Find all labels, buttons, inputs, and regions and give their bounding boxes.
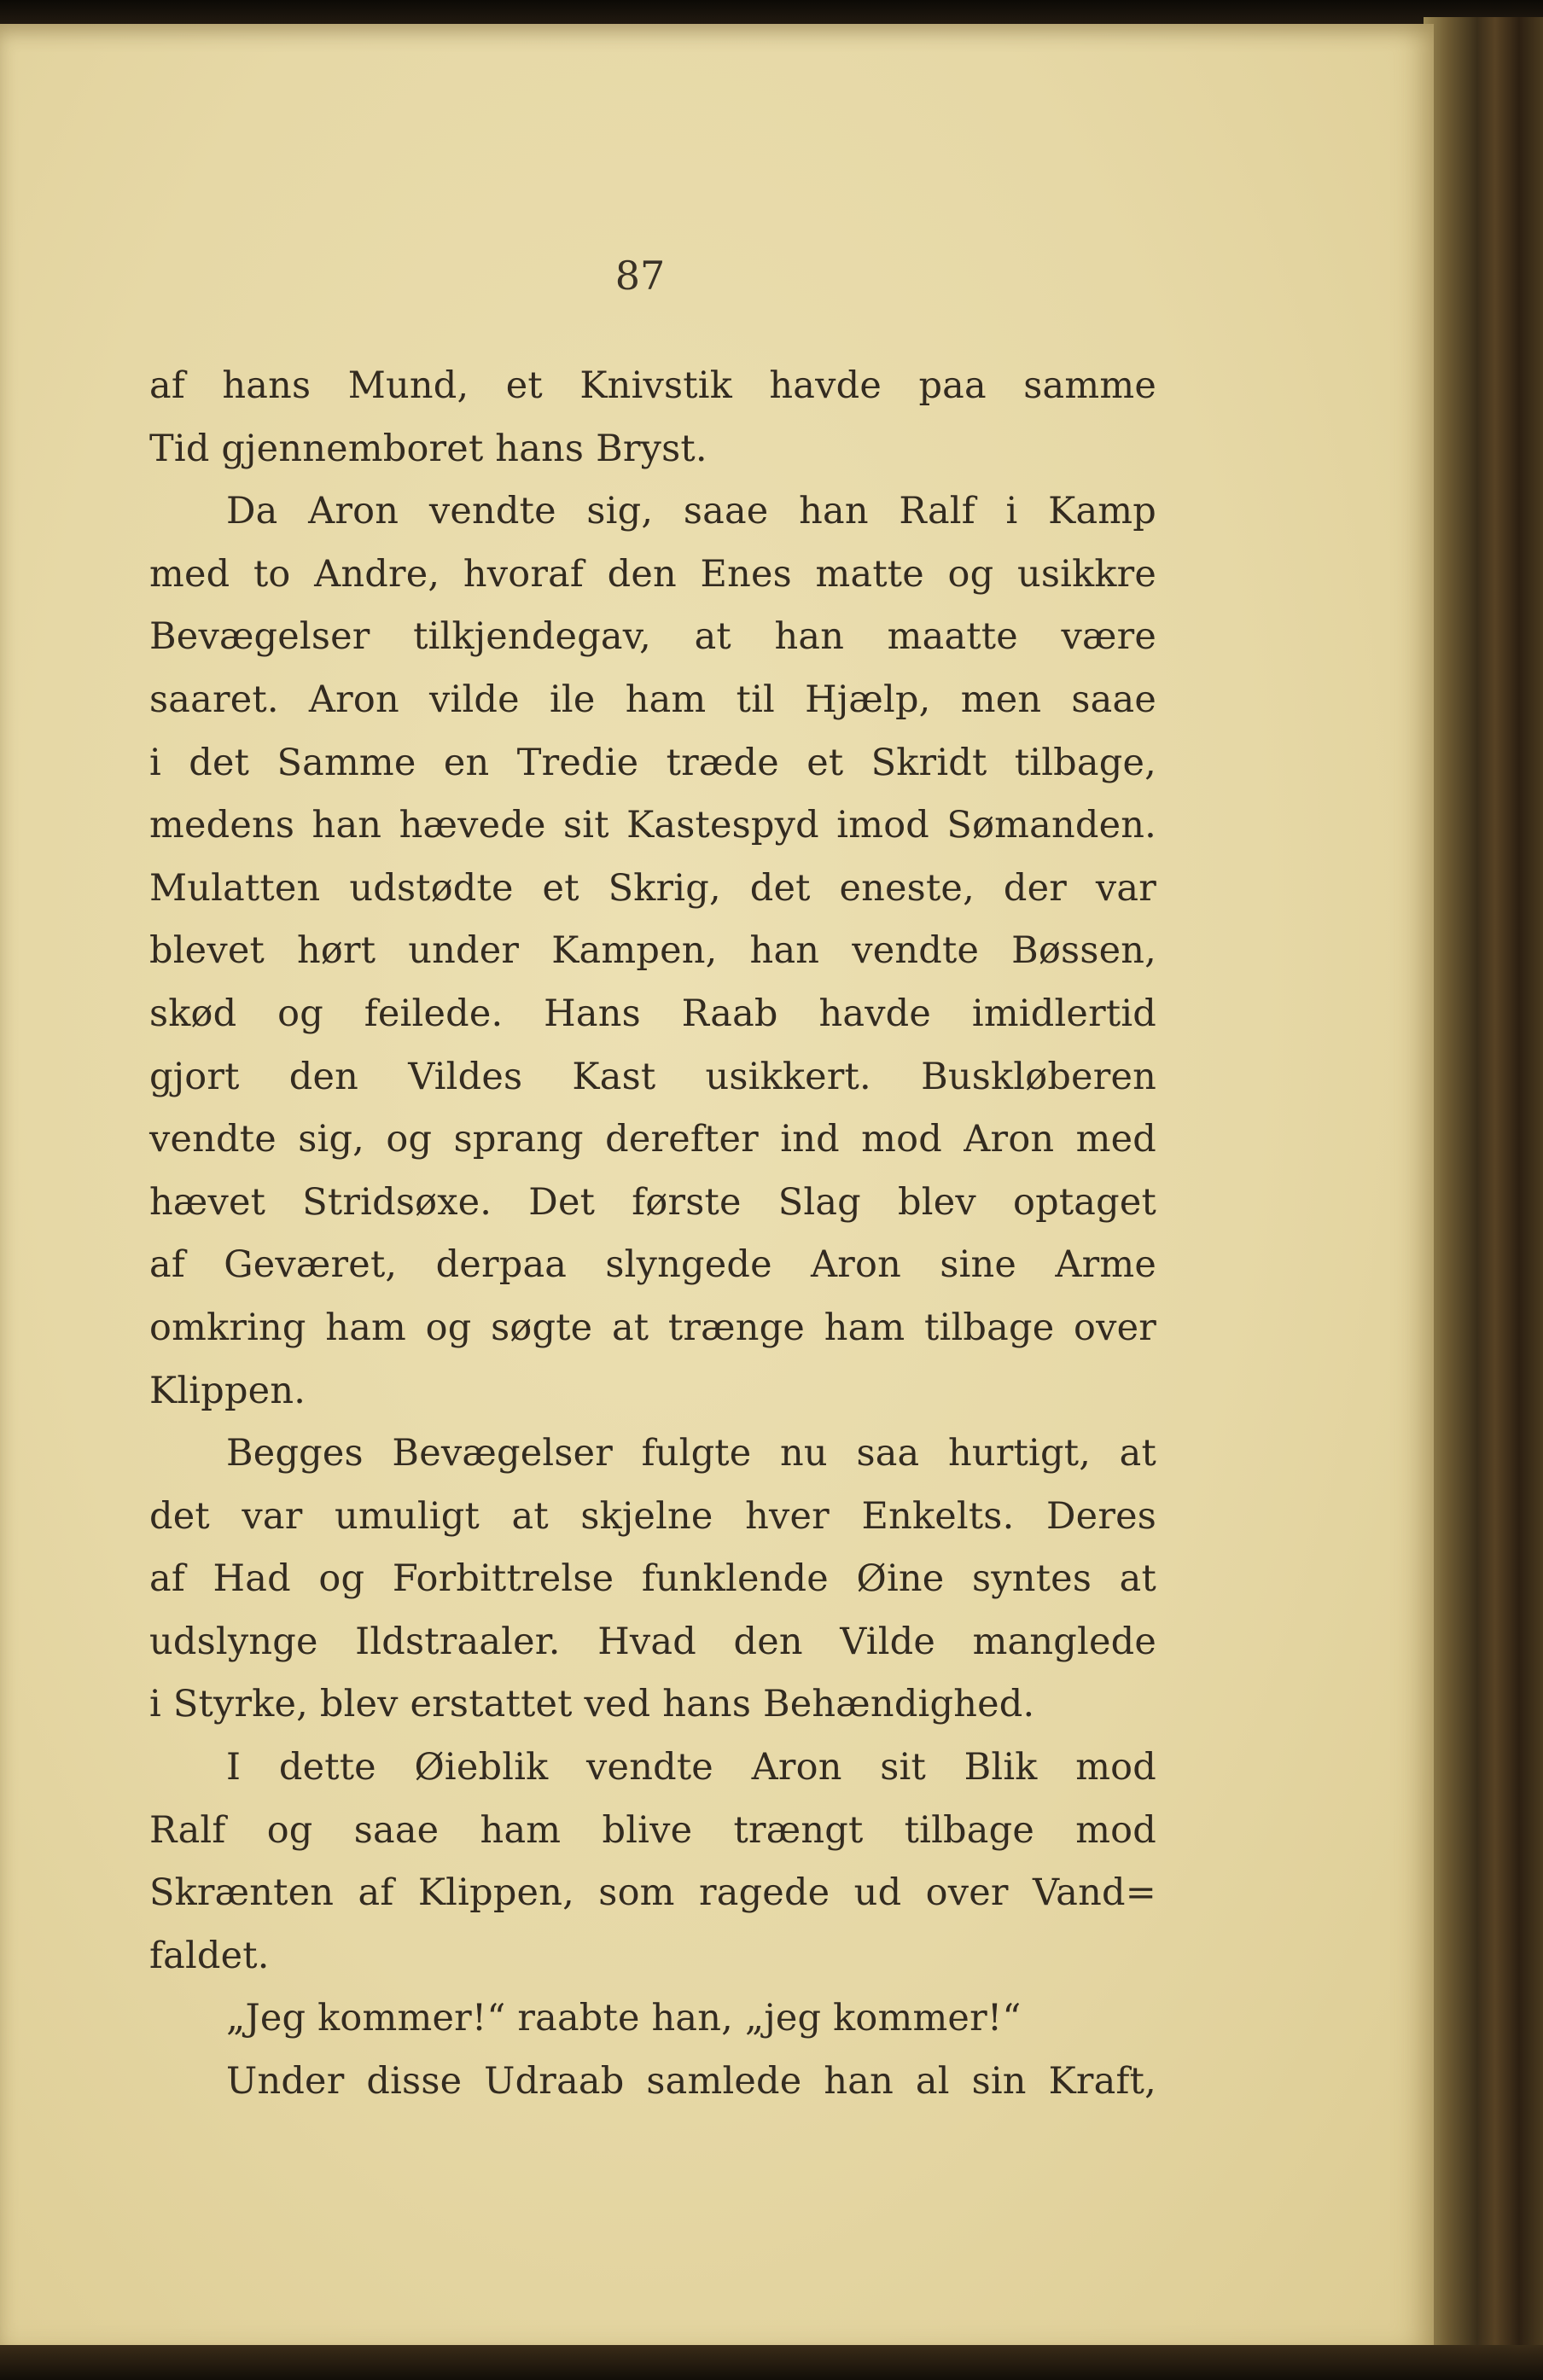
text-line: Under disse Udraab samlede han al sin Kraft, — [226, 2060, 1156, 2104]
text-line: af Geværet, derpaa slyngede Aron sine Arme — [149, 1243, 1156, 1287]
text-line: Mulatten udstødte et Skrig, det eneste, der var — [149, 866, 1156, 910]
text-line: gjort den Vildes Kast usikkert. Buskløberen — [149, 1055, 1156, 1098]
page-number: 87 — [614, 253, 666, 299]
text-line: i Styrke, blev erstattet ved hans Behændighed. — [149, 1683, 1035, 1726]
text-line: det var umuligt at skjelne hver Enkelts. Deres — [149, 1494, 1156, 1538]
text-line: af hans Mund, et Knivstik havde paa samme — [149, 364, 1156, 407]
book-bottom-edge — [0, 2345, 1543, 2380]
text-line: blevet hørt under Kampen, han vendte Bøssen, — [149, 929, 1156, 973]
text-line: udslynge Ildstraaler. Hvad den Vilde manglede — [149, 1620, 1156, 1663]
text-line: i det Samme en Tredie træde et Skridt tilbage, — [149, 741, 1156, 784]
text-line: I dette Øieblik vendte Aron sit Blik mod — [226, 1746, 1156, 1789]
text-line: omkring ham og søgte at trænge ham tilbage over — [149, 1306, 1156, 1349]
text-line: Ralf og saae ham blive trængt tilbage mod — [149, 1808, 1156, 1852]
text-line: Da Aron vendte sig, saae han Ralf i Kamp — [226, 490, 1156, 533]
text-line: saaret. Aron vilde ile ham til Hjælp, men saae — [149, 678, 1156, 721]
text-line: Skrænten af Klippen, som ragede ud over Vand= — [149, 1871, 1156, 1915]
text-line: vendte sig, og sprang derefter ind mod Aron med — [149, 1118, 1156, 1161]
book-binding-edge — [1424, 17, 1543, 2380]
text-line: med to Andre, hvoraf den Enes matte og usikkre — [149, 552, 1156, 596]
text-line: Bevægelser tilkjendegav, at han maatte være — [149, 615, 1156, 659]
page-body-text — [149, 355, 1156, 2114]
text-line: Begges Bevægelser fulgte nu saa hurtigt, at — [226, 1432, 1156, 1475]
text-line: „Jeg kommer!“ raabte han, „jeg kommer!“ — [226, 1997, 1022, 2040]
text-line: af Had og Forbittrelse funklende Øine syntes at — [149, 1557, 1156, 1601]
text-line: medens han hævede sit Kastespyd imod Sømanden. — [149, 804, 1156, 847]
text-line: skød og feilede. Hans Raab havde imidlertid — [149, 992, 1156, 1035]
text-line: faldet. — [149, 1934, 270, 1977]
text-line: Klippen. — [149, 1369, 306, 1412]
text-line: Tid gjennemboret hans Bryst. — [149, 427, 707, 470]
text-line: hævet Stridsøxe. Det første Slag blev optaget — [149, 1180, 1156, 1224]
